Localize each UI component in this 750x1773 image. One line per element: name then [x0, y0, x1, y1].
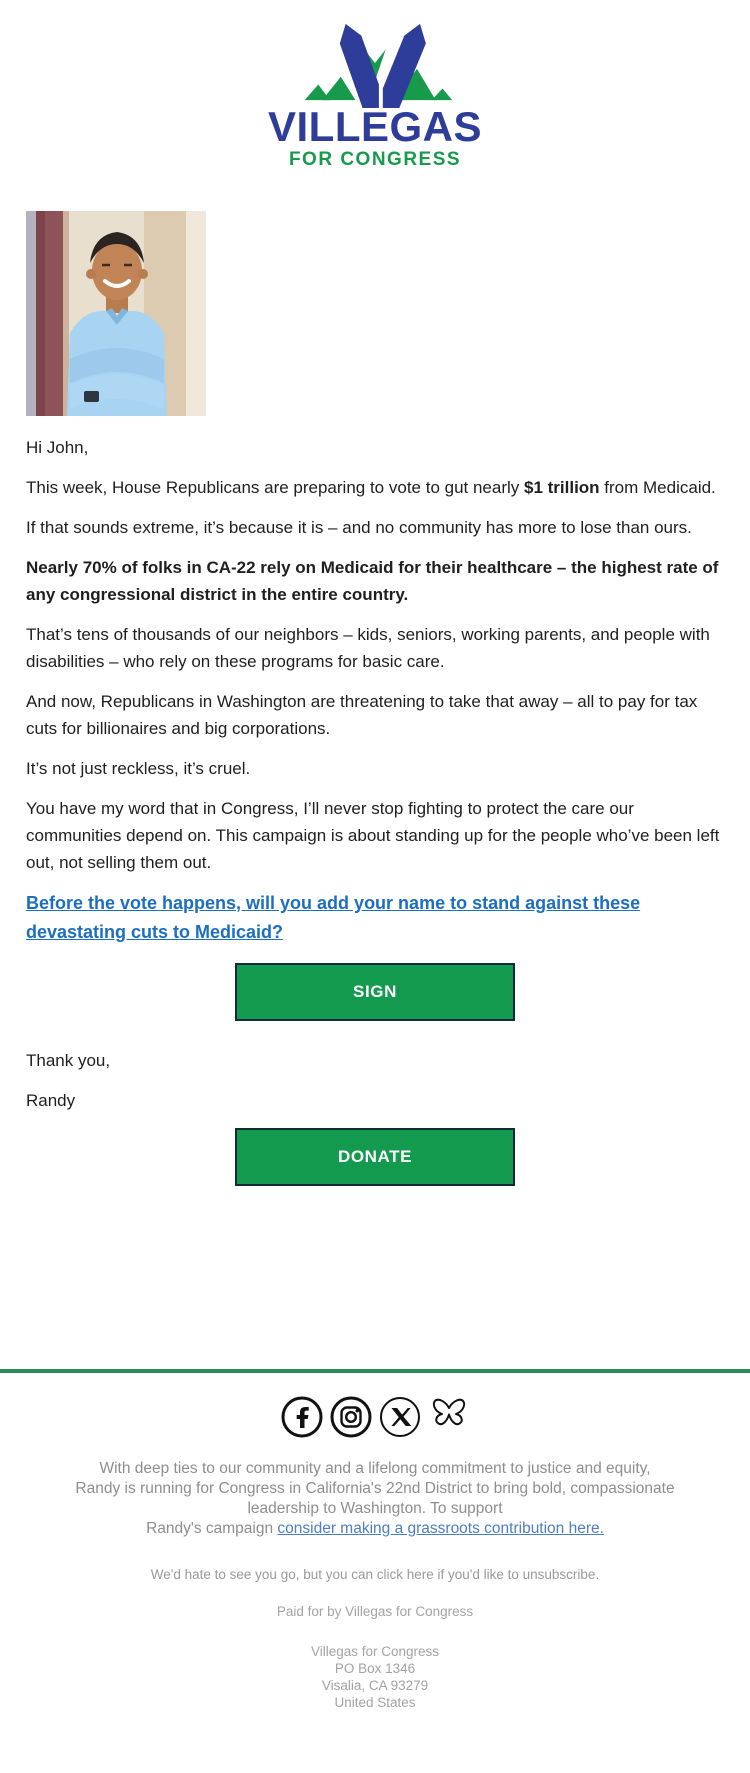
address-line: United States — [334, 1694, 416, 1710]
paragraph-washington: And now, Republicans in Washington are threatening to take that away – all to pay for tax cuts for billionaires and big corporations. — [26, 691, 698, 738]
paid-for-disclaimer: Paid for by Villegas for Congress — [276, 1603, 474, 1619]
paragraph-neighbors: That’s tens of thousands of our neighbors – kids, seniors, working parents, and people with disabilities – who rely on these programs for basic care. — [26, 624, 710, 671]
paragraph-text: from Medicaid. — [599, 477, 716, 497]
add-your-name-link[interactable]: Before the vote happens, will you add your name to stand against these devastating cuts to Medicaid? — [26, 892, 641, 942]
paragraph-text: This week, House Republicans are preparing to vote to gut nearly — [26, 477, 524, 497]
address-line: Visalia, CA 93279 — [321, 1677, 429, 1693]
green-divider — [0, 1369, 750, 1373]
closing-thank-you: Thank you, — [26, 1050, 111, 1070]
social-links — [0, 1395, 750, 1439]
candidate-photo — [26, 211, 206, 416]
donate-button[interactable]: DONATE — [235, 1128, 515, 1186]
about-blurb — [75, 1459, 675, 1539]
greeting: Hi John, — [26, 437, 89, 457]
email-footer — [0, 1395, 750, 1723]
unsubscribe-text[interactable]: We'd hate to see you go, but you can click here if you'd like to unsubscribe. — [150, 1566, 600, 1582]
campaign-logo — [0, 0, 750, 171]
about-text-1: With deep ties to our community and a lifelong commitment to justice and equity, Randy is running for Congress in California's 22nd District to bring bold, compassionate leadership to Washington. To support — [75, 1459, 675, 1517]
bluesky-butterfly-icon[interactable] — [427, 1395, 471, 1439]
email-copy — [0, 416, 750, 1186]
logo-tagline: FOR CONGRESS — [288, 149, 462, 170]
paragraph-my-word: You have my word that in Congress, I’ll never stop fighting to protect the care our communities depend on. This campaign is about standing up for the people who’ve been left out, not selling them out. — [26, 798, 720, 872]
villegas-v-mountains-icon — [295, 20, 455, 108]
address-line: PO Box 1346 — [334, 1660, 416, 1676]
closing-signature: Randy — [26, 1090, 76, 1110]
paragraph-ca22-bold: Nearly 70% of folks in CA-22 rely on Medicaid for their healthcare – the highest rate of any congressional district in the entire country. — [26, 557, 719, 604]
x-twitter-icon[interactable] — [378, 1395, 422, 1439]
paragraph-cruel: It’s not just reckless, it’s cruel. — [26, 758, 251, 778]
grassroots-contribution-link[interactable]: consider making a grassroots contribution here. — [277, 1519, 604, 1537]
facebook-icon[interactable] — [280, 1395, 324, 1439]
logo-wordmark: VILLEGAS — [267, 103, 483, 150]
sign-button[interactable]: SIGN — [235, 963, 515, 1021]
paragraph-trillion — [26, 474, 724, 501]
instagram-icon[interactable] — [329, 1395, 373, 1439]
address-line: Villegas for Congress — [310, 1643, 440, 1659]
mailing-address — [0, 1643, 750, 1723]
paragraph-extreme: If that sounds extreme, it’s because it is – and no community has more to lose than ours. — [26, 517, 692, 537]
spacer — [0, 1186, 750, 1369]
about-text-2: Randy's campaign — [146, 1519, 278, 1537]
bold-1-trillion: $1 trillion — [524, 477, 600, 497]
